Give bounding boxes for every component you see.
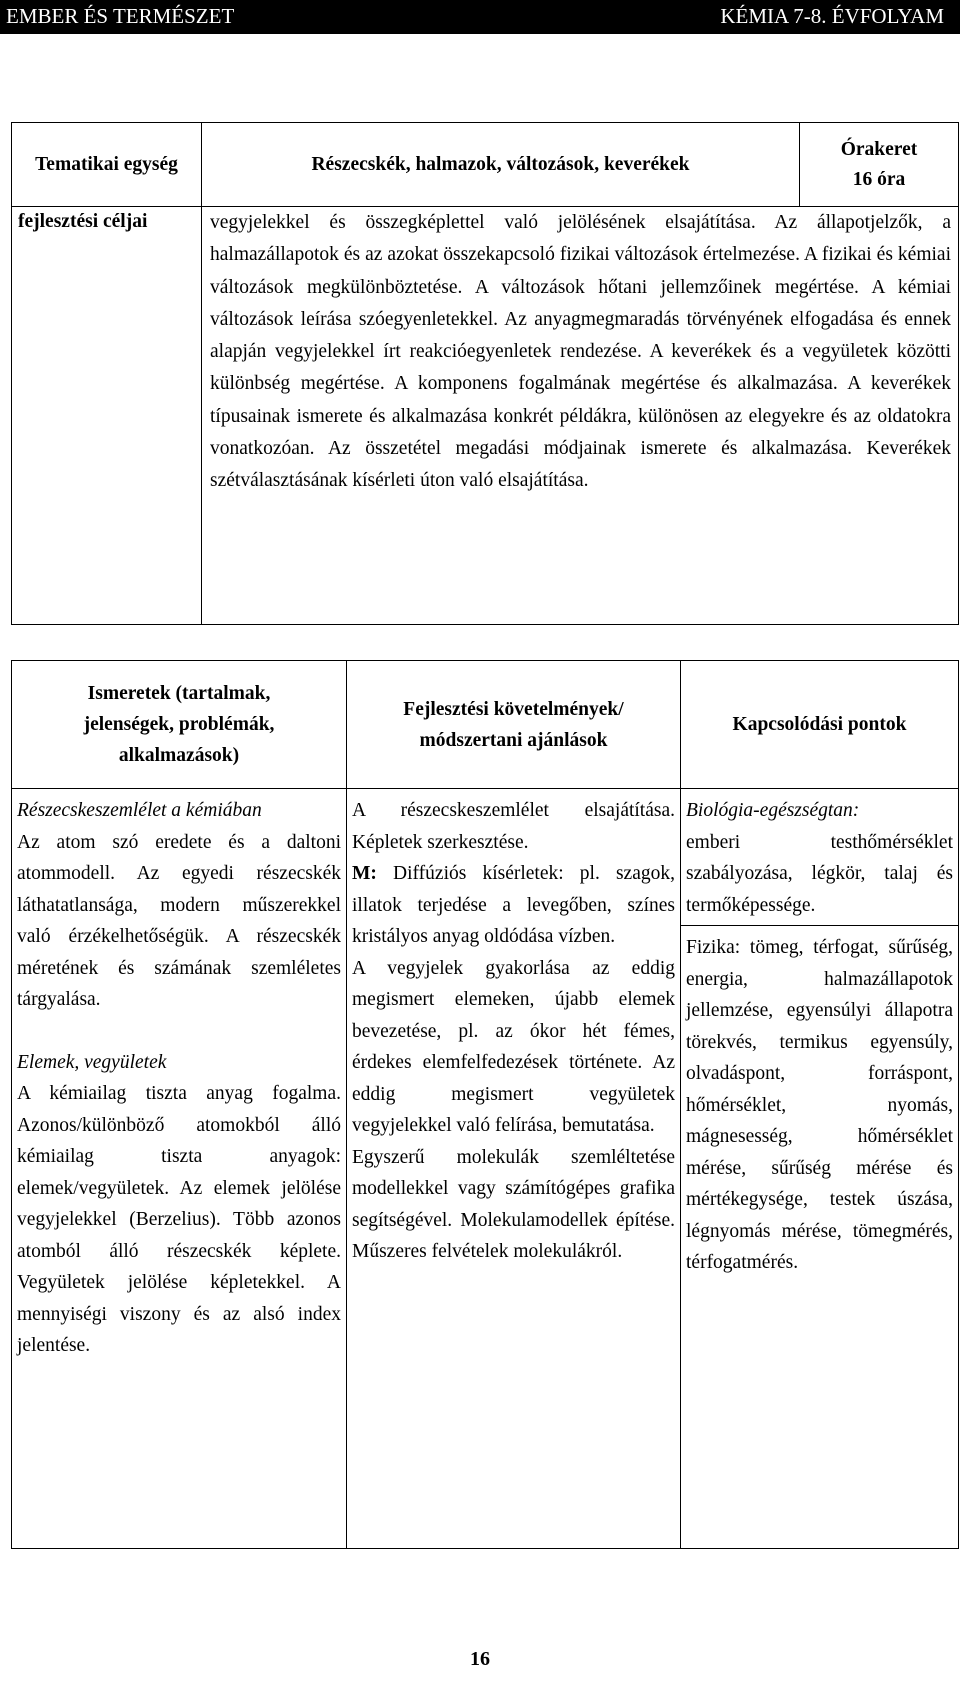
requirement-paragraph (352, 858, 675, 953)
unit-label: Tematikai egység (12, 123, 202, 207)
connection-text: Fizika: tömeg, térfogat, sűrűség, energia, halmazállapotok jellemzése, egyensúlyi állapotra törekvés, termikus egyensúly, olvadáspont, forráspont, hőmérséklet, nyomás, mágnesesség, hőmérséklet mérése, sűrűség mérése és mértékegysége, testek úszása, légnyomás mérése, tömegmérés, térfogatmérés. (686, 937, 953, 1273)
subject-area-title: EMBER ÉS TERMÉSZET (6, 4, 235, 28)
connections-column (681, 789, 959, 1549)
goals-label: fejlesztési céljai (12, 207, 202, 625)
unit-table (11, 122, 959, 625)
hours-label: Órakeret (840, 138, 918, 160)
header-requirements-line: Fejlesztési követelmények/ (403, 698, 624, 720)
connection-subject: Biológia-egészségtan: (686, 800, 860, 821)
connection-text: emberi testhőmérséklet szabályozása, légkör, talaj és termőképessége. (686, 831, 953, 916)
knowledge-column (12, 789, 347, 1549)
method-text: Diffúziós kísérletek: pl. szagok, illatok terjedése a levegőben, színes kristályos anyag oldódása vízben. (352, 863, 675, 947)
header-connections: Kapcsolódási pontok (681, 661, 959, 789)
header-knowledge-line: Ismeretek (tartalmak, (87, 683, 271, 704)
header-banner (0, 0, 960, 34)
goals-text: vegyjelekkel és összegképlettel való jelölésének elsajátítása. Az állapotjelzők, a halmazállapotok és az azokat összekapcsoló fizikai változások értelmezése. A fizikai és kémiai változások megkülönböztetése. A változások hőtani jellemzőinek megértése. A kémiai változások leírása szóegyenletekkel. Az anyagmegmaradás törvényének elfogadása és ennek alapján vegyjelekkel írt reakcióegyenletek rendezése. A keverékek és a vegyületek közötti különbség megértése. A komponens fogalmának megértése és alkalmazása. A keverékek típusainak ismerete és alkalmazása konkrét példákra, különösen az elegyekre és az oldatokra vonatkozóan. Az összetétel megadási módjainak ismerete és alkalmazása. Keverékek szétválasztásának kísérleti úton való elsajátítása. (202, 207, 959, 625)
header-requirements (347, 661, 681, 789)
requirement-paragraph: A vegyjelek gyakorlása az eddig megismert elemeken, újabb elemek bevezetése, pl. az ókor hét fémes, érdekes elemfelfedezések története. Az eddig megismert vegyületek vegyjelekkel való felírása, bemutatása. (352, 957, 675, 1136)
requirements-column (347, 789, 681, 1549)
method-marker: M: (352, 863, 377, 884)
section-title: Elemek, vegyületek (17, 1051, 167, 1073)
requirement-paragraph: A részecskeszemlélet elsajátítása. Képletek szerkesztése. (352, 800, 675, 853)
unit-title: Részecskék, halmazok, változások, keverékek (202, 123, 800, 207)
header-knowledge-line: alkalmazások) (118, 745, 240, 766)
section-title: Részecskeszemlélet a kémiában (17, 800, 262, 821)
hours-cell (800, 123, 959, 207)
section-text: A kémiailag tiszta anyag fogalma. Azonos/különböző atomokból álló kémiailag tiszta anyagok: elemek/vegyületek. Az elemek jelölése vegyjelekkel (Berzelius). Több azonos atomból álló részecskék képlete. Vegyületek jelölése képletekkel. A mennyiségi viszony és az alsó index jelentése. (17, 1083, 341, 1356)
section-text: Az atom szó eredete és a daltoni atommodell. Az egyedi részecskék láthatatlansága, modern műszerekkel való érzékelhetőségük. A részecskék méretének és számának szemléletes tárgyalása. (17, 831, 341, 1010)
page-number: 16 (470, 1648, 490, 1670)
content-table (11, 660, 959, 1549)
connection-divider (681, 925, 958, 926)
requirement-paragraph: Egyszerű molekulák szemléltetése modellekkel vagy számítógépes grafika segítségével. Molekulamodellek építése. Műszeres felvételek molekulákról. (352, 1146, 675, 1262)
grade-title: KÉMIA 7-8. ÉVFOLYAM (720, 4, 944, 28)
header-requirements-line: módszertani ajánlások (419, 729, 608, 751)
header-knowledge (12, 661, 347, 789)
hours-value: 16 óra (852, 168, 906, 190)
header-knowledge-line: jelenségek, problémák, (83, 714, 275, 735)
